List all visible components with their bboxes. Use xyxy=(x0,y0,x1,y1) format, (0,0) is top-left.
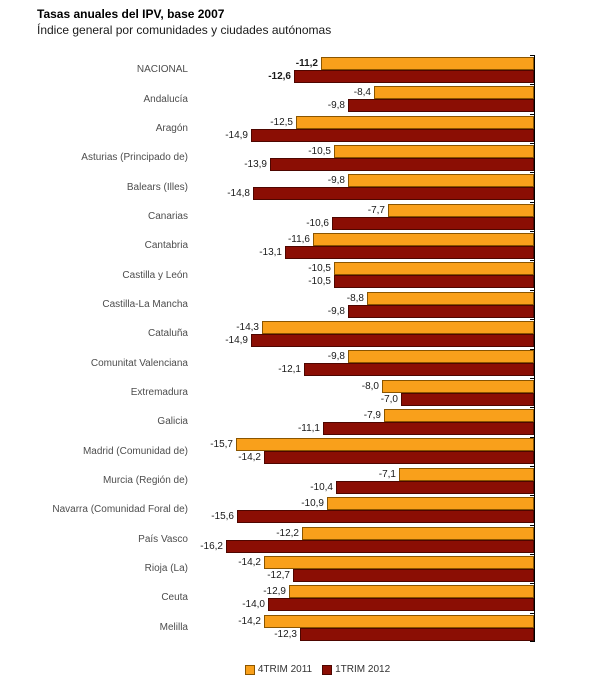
category-label: Ceuta xyxy=(161,592,188,604)
bar-line xyxy=(188,438,534,451)
value-label: -16,2 xyxy=(200,540,223,552)
chart-row xyxy=(0,231,534,260)
bar-4trim-2011 xyxy=(388,204,534,217)
value-label: -13,9 xyxy=(244,159,267,171)
value-label: -12,9 xyxy=(263,586,286,598)
bar-line xyxy=(188,628,534,641)
legend-label: 1TRIM 2012 xyxy=(335,664,391,675)
bar-line xyxy=(188,380,534,393)
bar-line xyxy=(188,451,534,464)
bar-line xyxy=(188,393,534,406)
category-label: Comunitat Valenciana xyxy=(90,357,188,369)
bar-line xyxy=(188,86,534,99)
bar-line xyxy=(188,409,534,422)
axis-tick xyxy=(530,202,535,203)
legend-swatch-darkred xyxy=(322,665,332,675)
category-label: País Vasco xyxy=(138,533,188,545)
bar-1trim-2012 xyxy=(332,217,534,230)
category-label: Canarias xyxy=(147,210,188,222)
category-label: Cantabria xyxy=(144,240,188,252)
bar-line xyxy=(188,99,534,112)
value-label: -14,2 xyxy=(238,615,261,627)
bar-4trim-2011 xyxy=(289,585,534,598)
axis-tick xyxy=(530,349,535,350)
category-bars xyxy=(188,495,534,524)
bar-4trim-2011 xyxy=(264,615,534,628)
bar-line xyxy=(188,527,534,540)
bar-1trim-2012 xyxy=(294,70,534,83)
bar-4trim-2011 xyxy=(399,468,534,481)
chart-header xyxy=(37,7,331,38)
value-label: -14,8 xyxy=(227,188,250,200)
value-label: -8,0 xyxy=(361,380,379,392)
category-bars xyxy=(188,114,534,143)
value-label: -12,7 xyxy=(267,569,290,581)
bar-line xyxy=(188,275,534,288)
bar-line xyxy=(188,540,534,553)
bar-4trim-2011 xyxy=(382,380,534,393)
category-label: Rioja (La) xyxy=(144,563,188,575)
axis-tick xyxy=(530,55,535,56)
bar-line xyxy=(188,262,534,275)
bar-1trim-2012 xyxy=(264,451,534,464)
bar-4trim-2011 xyxy=(236,438,534,451)
category-bars xyxy=(188,378,534,407)
legend-item-4trim-2011 xyxy=(245,664,312,675)
category-bars xyxy=(188,55,534,84)
bar-1trim-2012 xyxy=(336,481,534,494)
bar-1trim-2012 xyxy=(251,334,534,347)
category-label: Asturias (Principado de) xyxy=(81,152,188,164)
category-label: Cataluña xyxy=(147,328,188,340)
bar-line xyxy=(188,70,534,83)
value-label: -15,6 xyxy=(211,511,234,523)
bar-line xyxy=(188,363,534,376)
bar-line xyxy=(188,174,534,187)
category-bars xyxy=(188,525,534,554)
bar-1trim-2012 xyxy=(293,569,534,582)
category-label: Madrid (Comunidad de) xyxy=(82,445,188,457)
category-label: Navarra (Comunidad Foral de) xyxy=(52,504,188,516)
value-label: -13,1 xyxy=(259,247,282,259)
bar-4trim-2011 xyxy=(334,145,534,158)
chart-row xyxy=(0,378,534,407)
axis-tick xyxy=(530,613,535,614)
chart-row xyxy=(0,495,534,524)
axis-tick xyxy=(530,290,535,291)
bar-line xyxy=(188,116,534,129)
chart-row xyxy=(0,84,534,113)
axis-tick xyxy=(530,231,535,232)
category-bars xyxy=(188,436,534,465)
chart-row xyxy=(0,583,534,612)
axis-tick xyxy=(530,466,535,467)
value-label: -9,8 xyxy=(327,175,345,187)
category-bars xyxy=(188,290,534,319)
category-bars xyxy=(188,407,534,436)
category-bars xyxy=(188,260,534,289)
category-bars xyxy=(188,348,534,377)
bar-4trim-2011 xyxy=(327,497,534,510)
chart-row xyxy=(0,319,534,348)
axis-tick xyxy=(530,260,535,261)
chart-title: Tasas anuales del IPV, base 2007 xyxy=(37,7,225,21)
bar-line xyxy=(188,615,534,628)
chart-row xyxy=(0,114,534,143)
category-label: Castilla y León xyxy=(122,269,188,281)
bar-line xyxy=(188,321,534,334)
chart-row xyxy=(0,466,534,495)
category-bars xyxy=(188,466,534,495)
chart-row xyxy=(0,55,534,84)
value-label: -10,9 xyxy=(301,498,324,510)
bar-4trim-2011 xyxy=(313,233,534,246)
chart-subtitle: Índice general por comunidades y ciudades autónomas xyxy=(37,23,332,37)
value-label: -14,9 xyxy=(225,129,248,141)
value-label: -14,9 xyxy=(225,335,248,347)
value-label: -10,6 xyxy=(306,217,329,229)
bar-line xyxy=(188,350,534,363)
category-label: Extremadura xyxy=(130,386,188,398)
value-label: -14,0 xyxy=(242,599,265,611)
category-label: Galicia xyxy=(157,416,188,428)
category-label: NACIONAL xyxy=(136,64,188,76)
bar-1trim-2012 xyxy=(285,246,534,259)
category-bars xyxy=(188,143,534,172)
category-bars xyxy=(188,583,534,612)
bar-line xyxy=(188,481,534,494)
bar-line xyxy=(188,292,534,305)
value-label: -14,3 xyxy=(236,322,259,334)
bar-line xyxy=(188,468,534,481)
bar-chart-plot-area xyxy=(0,55,535,642)
chart-row xyxy=(0,290,534,319)
value-label: -10,5 xyxy=(308,146,331,158)
category-label: Andalucía xyxy=(143,93,188,105)
value-label: -12,1 xyxy=(278,364,301,376)
chart-row xyxy=(0,554,534,583)
value-label: -12,6 xyxy=(268,71,291,82)
bar-line xyxy=(188,187,534,200)
value-label: -7,9 xyxy=(363,410,381,422)
chart-legend xyxy=(25,664,610,675)
bar-line xyxy=(188,598,534,611)
bar-1trim-2012 xyxy=(253,187,534,200)
bar-1trim-2012 xyxy=(300,628,534,641)
axis-tick xyxy=(530,525,535,526)
bar-4trim-2011 xyxy=(367,292,534,305)
category-bars xyxy=(188,319,534,348)
value-label: -14,2 xyxy=(238,556,261,568)
bar-1trim-2012 xyxy=(251,129,534,142)
axis-tick xyxy=(530,437,535,438)
category-bars xyxy=(188,554,534,583)
bar-1trim-2012 xyxy=(237,510,534,523)
bar-line xyxy=(188,556,534,569)
bar-line xyxy=(188,145,534,158)
value-label: -8,8 xyxy=(346,292,364,304)
bar-4trim-2011 xyxy=(264,556,534,569)
bar-line xyxy=(188,246,534,259)
category-label: Murcia (Región de) xyxy=(102,474,188,486)
chart-row xyxy=(0,202,534,231)
value-label: -8,4 xyxy=(353,87,371,99)
axis-tick xyxy=(530,84,535,85)
category-label: Castilla-La Mancha xyxy=(102,298,188,310)
category-bars xyxy=(188,202,534,231)
legend-label: 4TRIM 2011 xyxy=(257,664,313,675)
axis-tick xyxy=(530,378,535,379)
axis-tick xyxy=(530,172,535,173)
value-label: -7,7 xyxy=(367,204,385,216)
bar-1trim-2012 xyxy=(268,598,534,611)
bar-1trim-2012 xyxy=(270,158,534,171)
bar-1trim-2012 xyxy=(401,393,534,406)
value-label: -10,5 xyxy=(308,276,331,288)
category-label: Balears (Illes) xyxy=(126,181,188,193)
bar-line xyxy=(188,129,534,142)
category-label: Melilla xyxy=(159,621,188,633)
value-label: -7,0 xyxy=(380,393,398,405)
bar-1trim-2012 xyxy=(334,275,534,288)
axis-tick xyxy=(530,114,535,115)
axis-tick xyxy=(530,319,535,320)
bar-4trim-2011 xyxy=(348,350,534,363)
value-label: -15,7 xyxy=(210,439,233,451)
bar-4trim-2011 xyxy=(348,174,534,187)
chart-row xyxy=(0,407,534,436)
category-bars xyxy=(188,231,534,260)
bar-4trim-2011 xyxy=(384,409,534,422)
bar-1trim-2012 xyxy=(226,540,534,553)
chart-row xyxy=(0,172,534,201)
value-label: -10,4 xyxy=(310,481,333,493)
bar-line xyxy=(188,233,534,246)
value-label: -9,8 xyxy=(327,351,345,363)
category-bars xyxy=(188,613,534,642)
bar-4trim-2011 xyxy=(321,57,534,70)
chart-row xyxy=(0,348,534,377)
value-label: -10,5 xyxy=(308,263,331,275)
value-label: -12,5 xyxy=(270,116,293,128)
bar-1trim-2012 xyxy=(348,99,534,112)
legend-swatch-orange xyxy=(245,665,255,675)
value-label: -11,6 xyxy=(287,234,310,246)
bar-4trim-2011 xyxy=(374,86,534,99)
legend-item-1trim-2012 xyxy=(322,664,390,675)
value-label: -9,8 xyxy=(327,100,345,112)
bar-4trim-2011 xyxy=(296,116,534,129)
value-label: -9,8 xyxy=(327,305,345,317)
axis-tick xyxy=(530,641,535,642)
bar-line xyxy=(188,217,534,230)
bar-line xyxy=(188,305,534,318)
value-label: -11,2 xyxy=(295,58,318,69)
bar-line xyxy=(188,158,534,171)
bar-1trim-2012 xyxy=(304,363,534,376)
category-bars xyxy=(188,172,534,201)
chart-row xyxy=(0,525,534,554)
axis-tick xyxy=(530,495,535,496)
axis-tick xyxy=(530,143,535,144)
axis-tick xyxy=(530,554,535,555)
chart-row xyxy=(0,613,534,642)
axis-tick xyxy=(530,583,535,584)
category-label: Aragón xyxy=(155,122,188,134)
bar-line xyxy=(188,334,534,347)
bar-4trim-2011 xyxy=(262,321,534,334)
bar-line xyxy=(188,585,534,598)
value-label: -11,1 xyxy=(297,423,320,435)
value-label: -12,3 xyxy=(274,628,297,640)
chart-rows xyxy=(0,55,534,642)
axis-tick xyxy=(530,407,535,408)
bar-1trim-2012 xyxy=(323,422,534,435)
chart-row xyxy=(0,436,534,465)
value-label: -14,2 xyxy=(238,452,261,464)
bar-4trim-2011 xyxy=(302,527,534,540)
bar-4trim-2011 xyxy=(334,262,534,275)
chart-row xyxy=(0,260,534,289)
bar-line xyxy=(188,569,534,582)
bar-line xyxy=(188,57,534,70)
value-label: -7,1 xyxy=(378,468,396,480)
chart-row xyxy=(0,143,534,172)
bar-1trim-2012 xyxy=(348,305,534,318)
category-bars xyxy=(188,84,534,113)
value-label: -12,2 xyxy=(276,527,299,539)
bar-line xyxy=(188,510,534,523)
bar-line xyxy=(188,497,534,510)
bar-line xyxy=(188,422,534,435)
bar-line xyxy=(188,204,534,217)
